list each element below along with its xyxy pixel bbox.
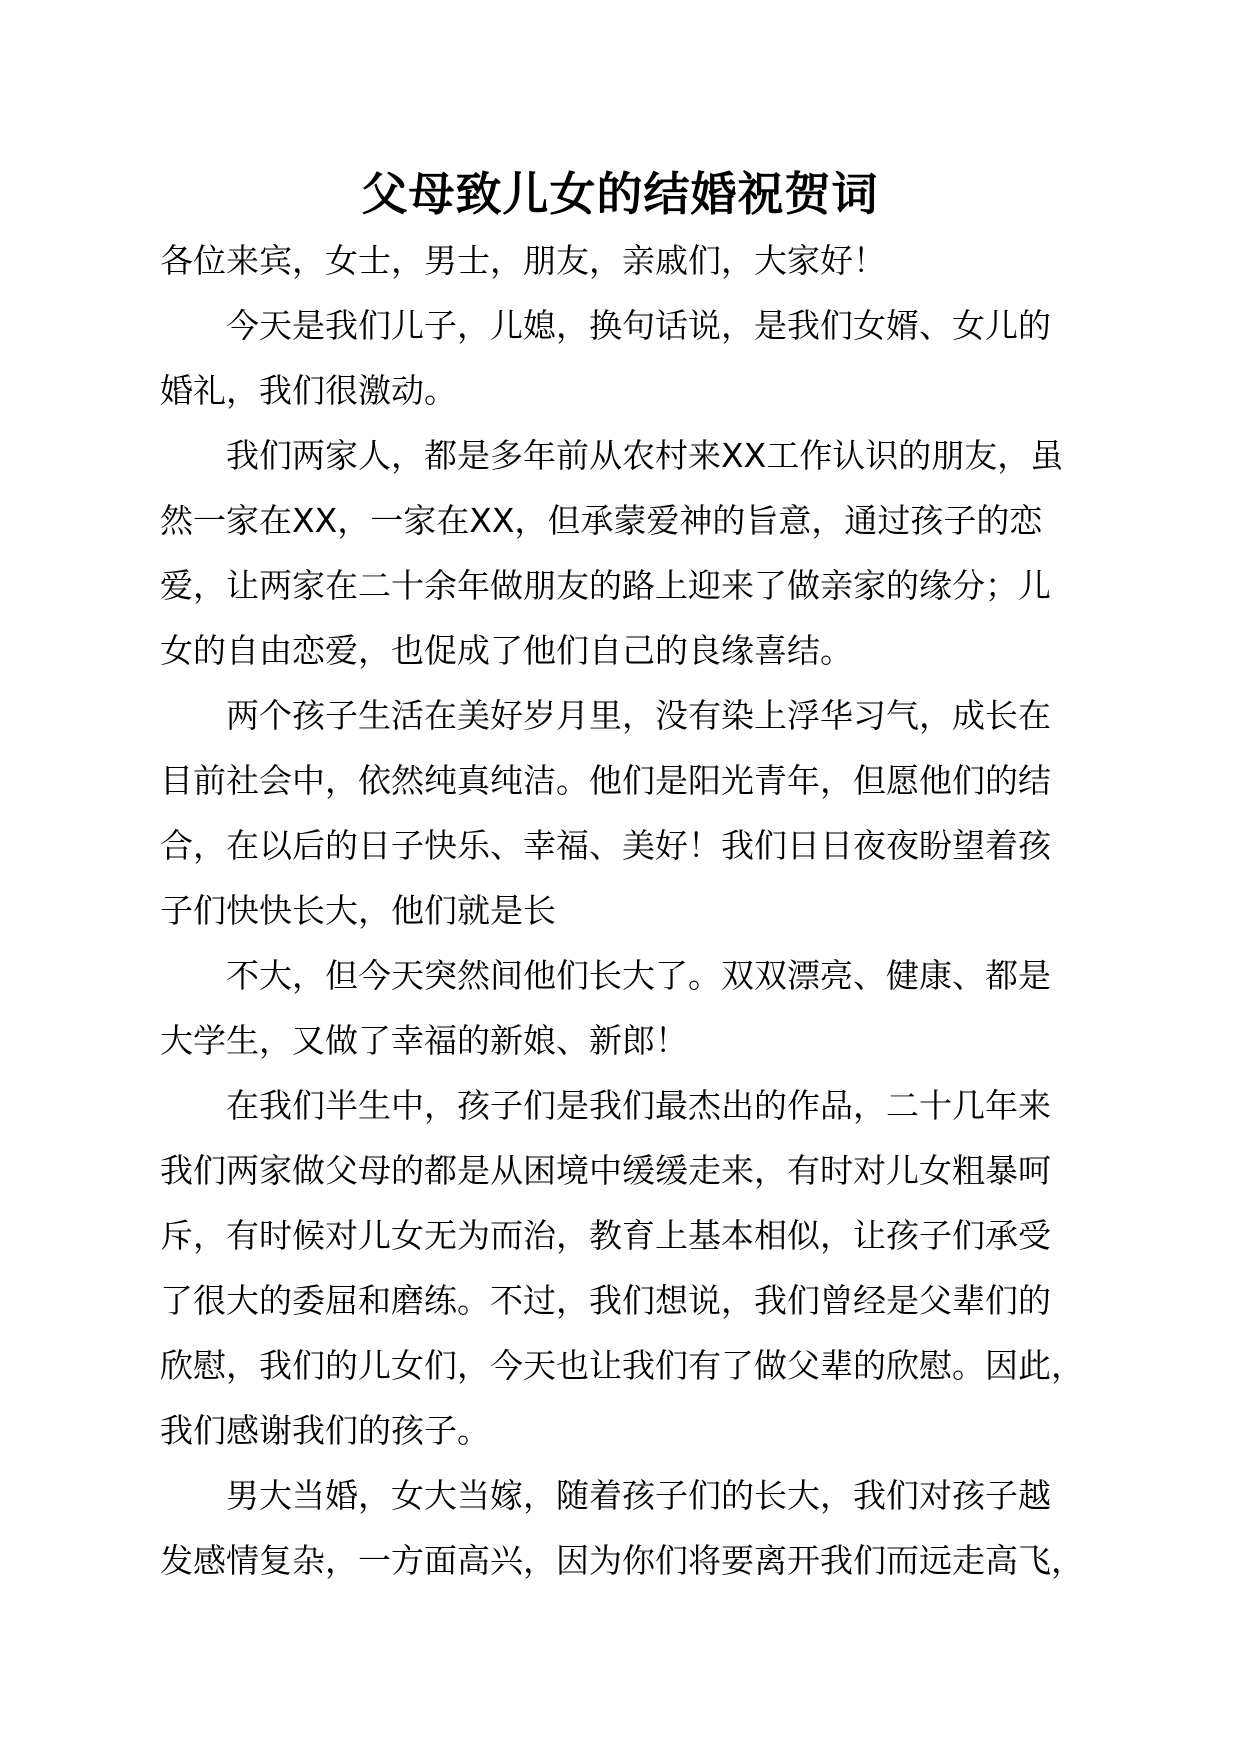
paragraph-first-line: 不大，但今天突然间他们长大了。双双漂亮、健康、都是 [226, 956, 1051, 995]
text-line: 爱，让两家在二十余年做朋友的路上迎来了做亲家的缘分；儿 [160, 566, 1051, 605]
text-line: 目前社会中，依然纯真纯洁。他们是阳光青年，但愿他们的结 [160, 761, 1051, 800]
text-line: 发感情复杂，一方面高兴，因为你们将要离开我们而远走高飞， [160, 1541, 1084, 1580]
text-line: 我们感谢我们的孩子。 [160, 1411, 490, 1450]
text-line: 各位来宾，女士，男士，朋友，亲戚们，大家好！ [160, 241, 886, 280]
paragraph-first-line: 在我们半生中，孩子们是我们最杰出的作品，二十几年来 [226, 1086, 1051, 1125]
paragraph-first-line: 我们两家人，都是多年前从农村来XX工作认识的朋友，虽 [226, 436, 1064, 475]
text-line: 合，在以后的日子快乐、幸福、美好！我们日日夜夜盼望着孩 [160, 826, 1051, 865]
text-line: 欣慰，我们的儿女们，今天也让我们有了做父辈的欣慰。因此， [160, 1346, 1084, 1385]
paragraph-first-line: 男大当婚，女大当嫁，随着孩子们的长大，我们对孩子越 [226, 1476, 1051, 1515]
text-line: 斥，有时候对儿女无为而治，教育上基本相似，让孩子们承受 [160, 1216, 1051, 1255]
text-line: 了很大的委屈和磨练。不过，我们想说，我们曾经是父辈们的 [160, 1281, 1051, 1320]
document-title: 父母致儿女的结婚祝贺词 [361, 167, 879, 221]
text-line: 女的自由恋爱，也促成了他们自己的良缘喜结。 [160, 631, 853, 670]
paragraph-first-line: 两个孩子生活在美好岁月里，没有染上浮华习气，成长在 [226, 696, 1051, 735]
document-body [160, 228, 1100, 1593]
text-line: 婚礼，我们很激动。 [160, 371, 457, 410]
text-line: 子们快快长大，他们就是长 [160, 891, 556, 930]
text-line: 然一家在XX，一家在XX，但承蒙爱神的旨意，通过孩子的恋 [160, 501, 1043, 540]
text-line: 我们两家做父母的都是从困境中缓缓走来，有时对儿女粗暴呵 [160, 1151, 1051, 1190]
text-line: 大学生，又做了幸福的新娘、新郎！ [160, 1021, 688, 1060]
paragraph-first-line: 今天是我们儿子，儿媳，换句话说，是我们女婿、女儿的 [226, 306, 1051, 345]
